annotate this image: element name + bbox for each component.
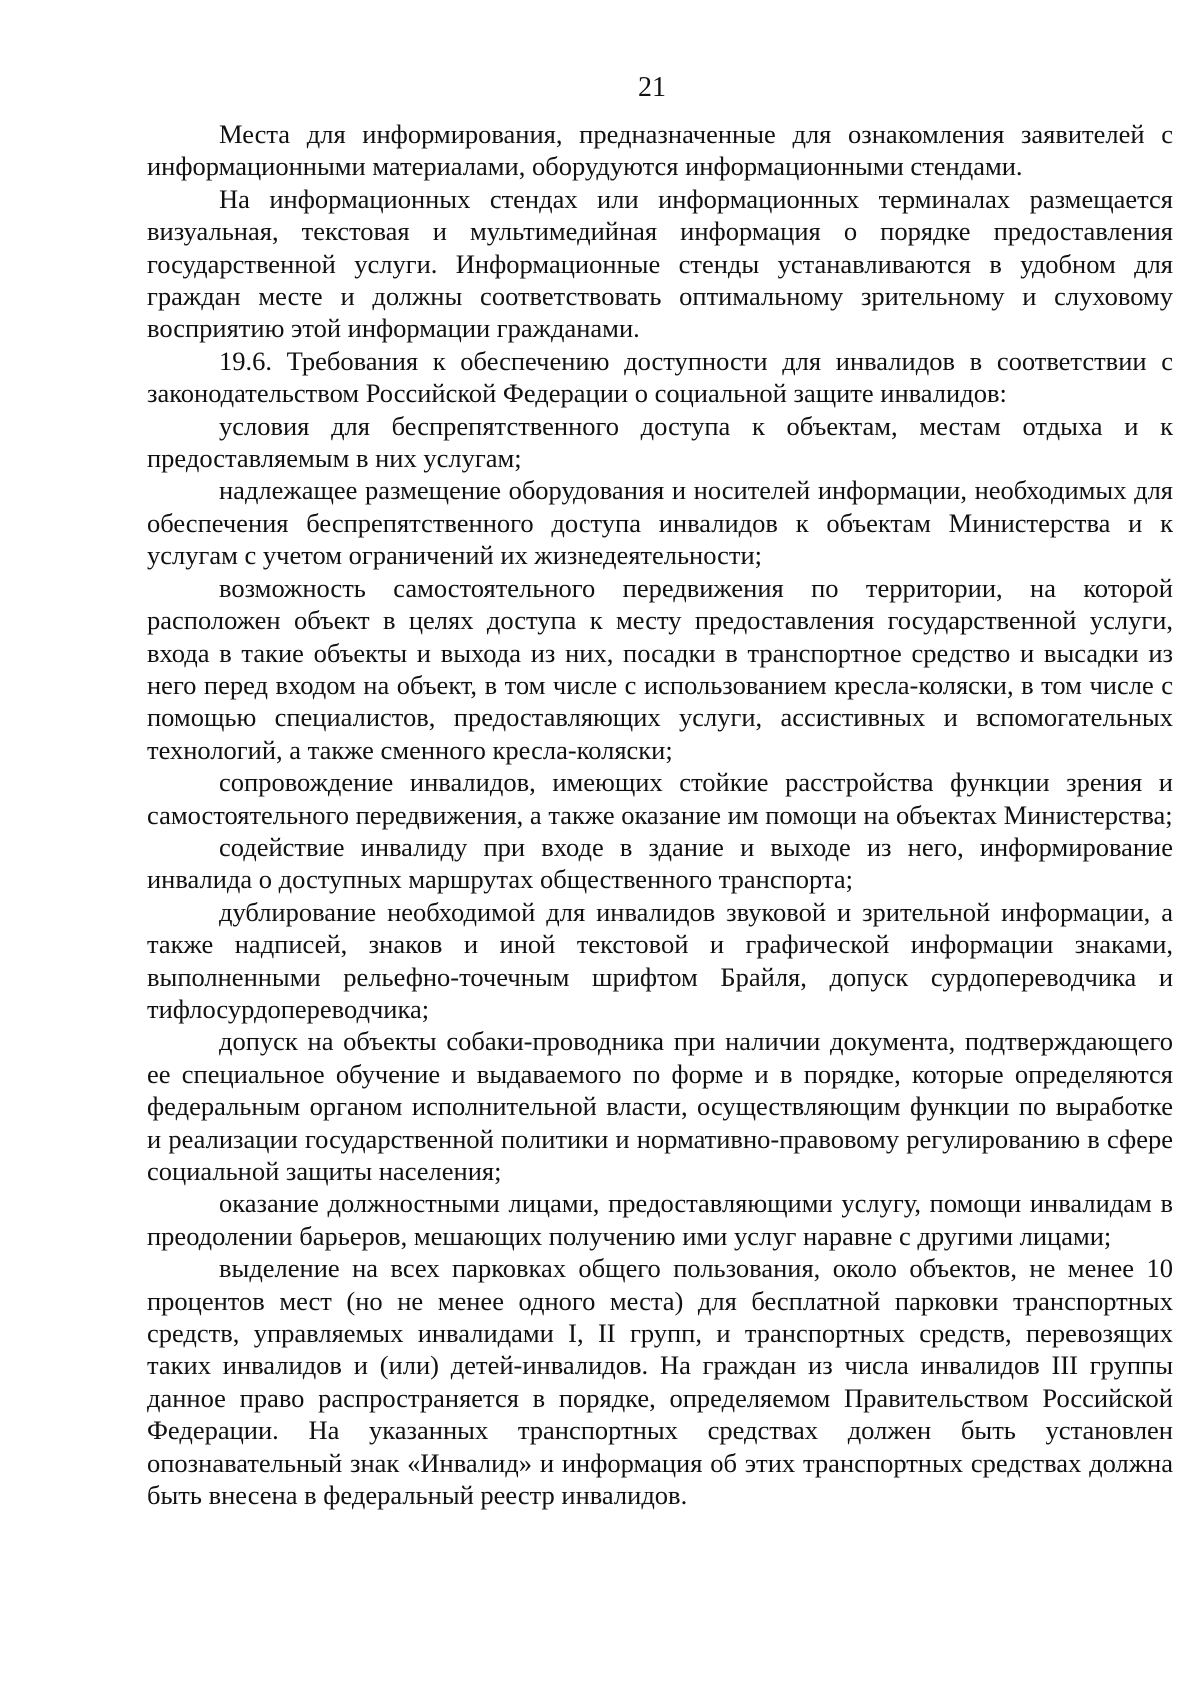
paragraph-independent-movement: возможность самостоятельного передвижения по территории, на которой расположен объект в целях доступа к месту предоставления государственной услуги, входа в такие объекты и выхода из них, посадки в транспортное средство и высадки из него перед входом на объект, в том числе с использованием кресла-коляски, в том числе с помощью специалистов, предоставляющих услуги, ассистивных и вспомогательных технологий, а также сменного кресла-коляски; — [147, 572, 1173, 765]
paragraph-equipment-placement: надлежащее размещение оборудования и носителей информации, необходимых для обеспечения беспрепятственного доступа инвалидов к объектам Министерства и к услугам с учетом ограничений их жизнедеятельности; — [147, 475, 1173, 571]
paragraph-escort: сопровождение инвалидов, имеющих стойкие расстройства функции зрения и самостоятельного передвижения, а также оказание им помощи на объектах Министерства; — [147, 767, 1173, 830]
paragraph-accessibility-requirements: 19.6. Требования к обеспечению доступности для инвалидов в соответствии с законодательством Российской Федерации о социальной защите инвалидов: — [147, 345, 1173, 409]
paragraph-info-places: Места для информирования, предназначенные для ознакомления заявителей с информационными материалами, оборудуются информационными стендами. — [147, 119, 1173, 182]
paragraph-entry-assistance: содействие инвалиду при входе в здание и выходе из него, информирование инвалида о доступных маршрутах общественного транспорта; — [147, 831, 1173, 895]
paragraph-parking: выделение на всех парковках общего пользования, около объектов, не менее 10 процентов мест (но не менее одного места) для бесплатной парковки транспортных средств, управляемых инвалидами I, II групп, и транспортных средств, перевозящих таких инвалидов и (или) детей-инвалидов. На граждан из числа инвалидов III группы данное право распространяется в порядке, определяемом Правительством Российской Федерации. На указанных транспортных средствах должен быть установлен опознавательный знак «Инвалид» и информация об этих транспортных средствах должна быть внесена в федеральный реестр инвалидов. — [147, 1253, 1173, 1511]
page-number: 21 — [638, 72, 666, 103]
paragraph-barrier-help: оказание должностными лицами, предоставляющими услугу, помощи инвалидам в преодолении барьеров, мешающих получению ими услуг наравне с другими лицами; — [147, 1188, 1173, 1251]
paragraph-guide-dog: допуск на объекты собаки-проводника при наличии документа, подтверждающего ее специальное обучение и выдаваемого по форме и в порядке, которые определяются федеральным органом исполнительной власти, осуществляющим функции по выработке и реализации государственной политики и нормативно-правовому регулированию в сфере социальной защиты населения; — [147, 1026, 1173, 1186]
paragraph-duplication-info: дублирование необходимой для инвалидов звуковой и зрительной информации, а также надписей, знаков и иной текстовой и графической информации знаками, выполненными рельефно-точечным шрифтом Брайля, допуск сурдопереводчика и тифлосурдопереводчика; — [147, 896, 1173, 1024]
paragraph-unobstructed-access: условия для беспрепятственного доступа к объектам, местам отдыха и к предоставляемым в них услугам; — [147, 410, 1173, 474]
paragraph-info-stands: На информационных стендах или информационных терминалах размещается визуальная, текстовая и мультимедийная информация о порядке предоставления государственной услуги. Информационные стенды устанавливаются в удобном для граждан месте и должны соответствовать оптимальному зрительному и слуховому восприятию этой информации гражданами. — [147, 183, 1173, 344]
document-body — [147, 118, 1173, 1511]
